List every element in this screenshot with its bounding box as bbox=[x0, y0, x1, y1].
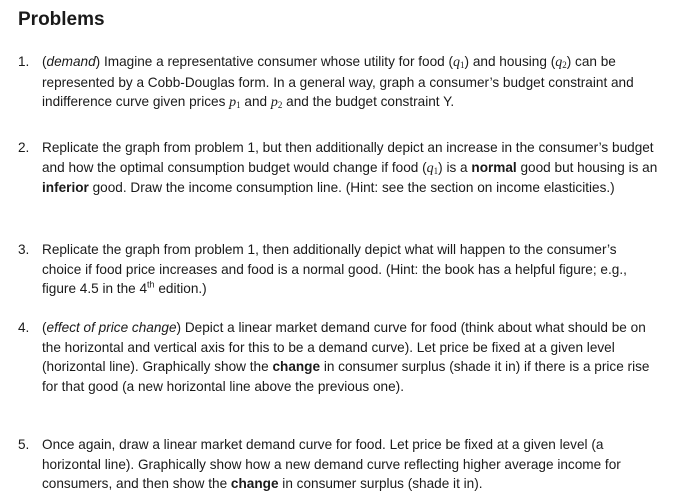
problem-tag: effect of price change bbox=[46, 320, 177, 335]
variable-p1: $p_1$ bbox=[229, 95, 241, 110]
problem-4 bbox=[18, 318, 658, 396]
text-run: Replicate the graph from problem 1, then additionally depict what will happen to the consumer’s choice if food price increases and food is a normal good. (Hint: the book has a helpful figure; e.g., figure 4.5 in the 4 bbox=[42, 242, 627, 296]
page-title: Problems bbox=[18, 9, 105, 30]
problem-1 bbox=[18, 52, 658, 113]
problem-number: 5. bbox=[18, 437, 30, 452]
text-run: in consumer surplus (shade it in) if there is a price rise for that good (a new horizontal line above the previous one). bbox=[42, 359, 650, 394]
variable-q1: $q_1$ bbox=[453, 55, 465, 70]
text-run: Replicate the graph from problem 1, but then additionally depict an increase in the consumer’s budget and how the optimal consumption budget would change if food ( bbox=[42, 140, 654, 175]
text-run: edition.) bbox=[154, 281, 207, 296]
problem-tag: demand bbox=[46, 54, 96, 69]
text-run: Depict a linear market demand curve for food (think about what should be on the horizontal and vertical axis for this to be a demand curve). Let price be fixed at a given level (horizontal line). Graphically show the bbox=[42, 320, 646, 374]
emphasis-normal: normal bbox=[471, 159, 517, 175]
text-run: and bbox=[240, 94, 271, 109]
variable-p2: $p_2$ bbox=[270, 95, 283, 110]
problem-text: (demand) Imagine a representative consumer whose utility for food $(q_1)$ and housing $(q_2)$ can be represented by a Cobb-Douglas form. In a general way, graph a consumer’s budget constraint and indifference curve given prices $p_1$ and $p_2$ and the budget constraint Y. bbox=[42, 54, 634, 110]
problem-number: 4. bbox=[18, 320, 30, 335]
text-run: good. Draw the income consumption line. (Hint: see the section on income elasticities.) bbox=[88, 180, 615, 195]
text-run: Once again, draw a linear market demand curve for food. Let price be fixed at a given level (a horizontal line). Graphically show how a new demand curve reflecting higher average income for consumers, and then show the bbox=[42, 437, 621, 491]
problem-text bbox=[42, 240, 658, 299]
text-run: ) can be represented by a Cobb-Douglas form. In a general way, graph a consumer’s budget constraint and indifference curve given prices bbox=[42, 54, 634, 109]
text-run: ) is a bbox=[438, 159, 472, 175]
problem-text: (effect of price change) Depict a linear market demand curve for food (think about what should be on the horizontal and vertical axis for this to be a demand curve). Let price be fixed at a given level (horizontal line). Graphically show the change in consumer surplus (shade it in) if there is a price rise for that good (a new horizontal line above the previous one). bbox=[42, 320, 650, 394]
problem-2 bbox=[18, 138, 658, 198]
text-run: Imagine a representative consumer whose utility for food ( bbox=[103, 54, 454, 69]
variable-q1: $q_1$ bbox=[426, 160, 439, 176]
variable-q2: $q_2$ bbox=[555, 55, 567, 70]
problem-text bbox=[42, 435, 658, 494]
problem-3 bbox=[18, 240, 658, 299]
problem-number: 2. bbox=[18, 140, 30, 155]
emphasis-inferior: inferior bbox=[42, 180, 89, 195]
emphasis-change: change bbox=[272, 359, 321, 374]
text-run: in consumer surplus (shade it in). bbox=[278, 476, 483, 491]
text-run: good but housing is an bbox=[516, 159, 658, 175]
emphasis-change: change bbox=[230, 476, 279, 491]
problem-number: 1. bbox=[18, 54, 30, 69]
text-run: ) and housing ( bbox=[464, 54, 556, 69]
problem-number: 3. bbox=[18, 242, 30, 257]
text-run: and the budget constraint Y. bbox=[282, 94, 455, 109]
problem-5 bbox=[18, 435, 658, 494]
superscript: th bbox=[147, 279, 155, 290]
problem-text bbox=[42, 138, 658, 198]
